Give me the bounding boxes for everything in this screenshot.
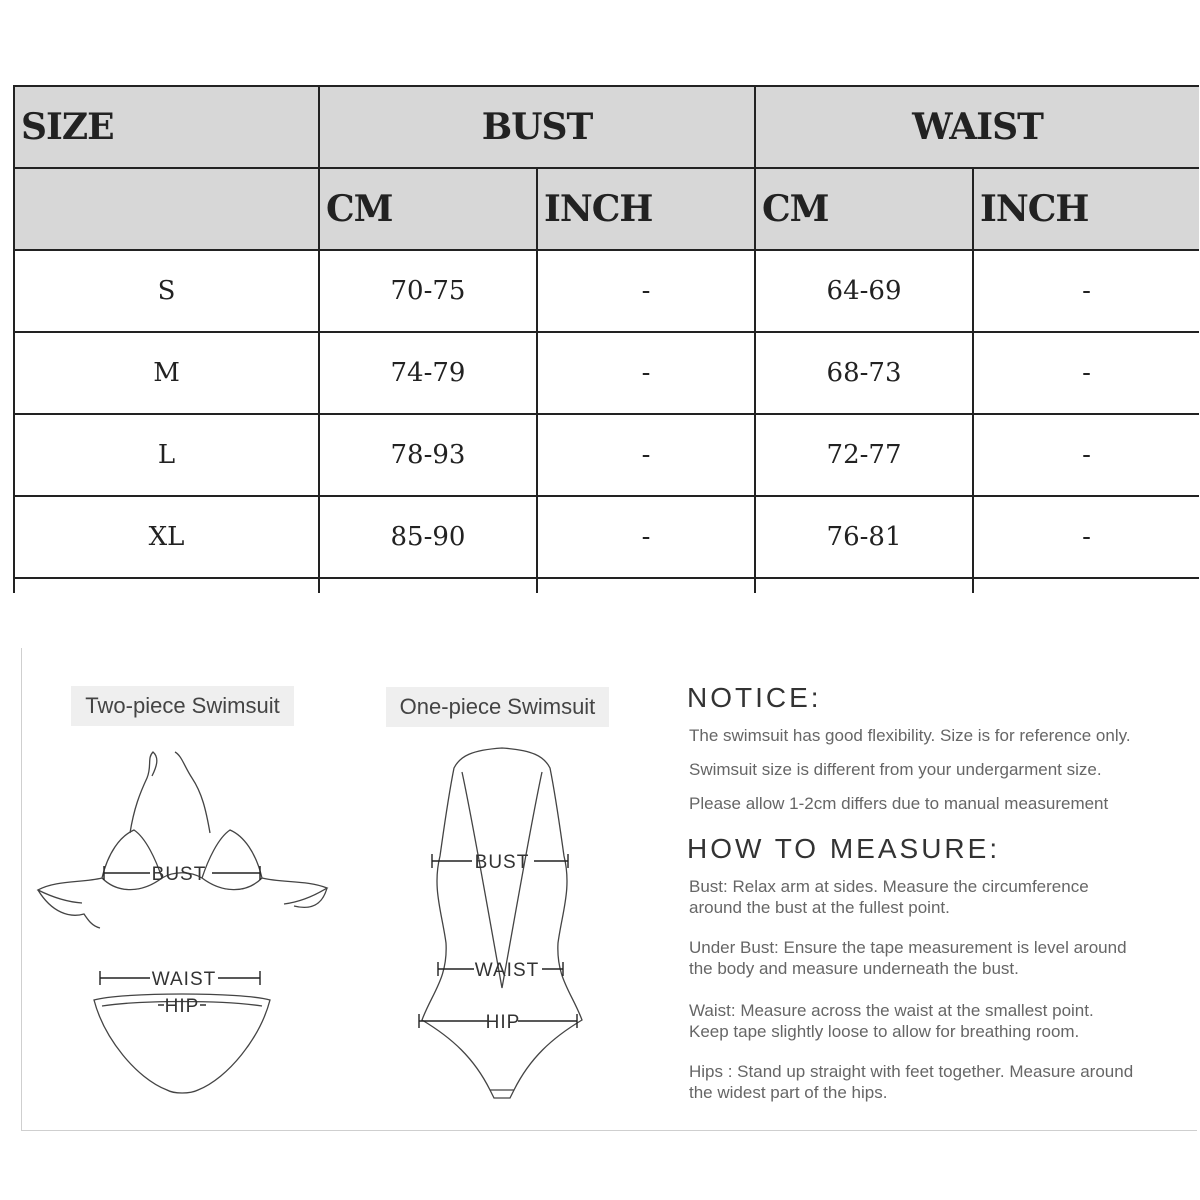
one-piece-hip-label: HIP: [485, 1012, 521, 1033]
waist-inch-cell: -: [973, 250, 1199, 332]
one-piece-title: One-piece Swimsuit: [386, 687, 609, 727]
bust-inch-cell: -: [537, 414, 755, 496]
bust-header: BUST: [319, 86, 755, 168]
two-piece-waist-label: WAIST: [151, 969, 217, 990]
bust-cm-cell: 70-75: [319, 250, 537, 332]
notice-line: The swimsuit has good flexibility. Size is for reference only.: [689, 726, 1131, 745]
table-row: [14, 332, 1199, 414]
how-to-measure-title: HOW TO MEASURE:: [687, 833, 1001, 864]
notice-line: Please allow 1-2cm differs due to manual measurement: [689, 794, 1109, 813]
two-piece-title: Two-piece Swimsuit: [71, 686, 294, 726]
size-chart-table: [13, 85, 1199, 595]
waist-cm-cell: 68-73: [755, 332, 973, 414]
waist-inch-cell: -: [973, 496, 1199, 578]
bust-cm-cell: 85-90: [319, 496, 537, 578]
bust-inch-header: INCH: [537, 168, 755, 250]
waist-cm-cell: 64-69: [755, 250, 973, 332]
two-piece-bust-label: BUST: [151, 864, 207, 885]
one-piece-bust-label: BUST: [474, 852, 530, 873]
table-row: [14, 496, 1199, 578]
hips-instruction: Hips : Stand up straight with feet together. Measure around the widest part of the hips.: [689, 1062, 1134, 1102]
bust-inch-cell: -: [537, 250, 755, 332]
bust-inch-cell: -: [537, 332, 755, 414]
waist-cm-cell: 76-81: [755, 496, 973, 578]
waist-inch-cell: -: [973, 332, 1199, 414]
table-header-row: [14, 86, 1199, 168]
table-subheader-row: [14, 168, 1199, 250]
size-cell: L: [14, 414, 319, 496]
bust-cm-header: CM: [319, 168, 537, 250]
notice-line: Swimsuit size is different from your undergarment size.: [689, 760, 1102, 779]
two-piece-swimsuit-illustration: [22, 738, 342, 1108]
bust-inch-cell: -: [537, 496, 755, 578]
size-header: SIZE: [14, 86, 319, 168]
one-piece-swimsuit-illustration: [402, 738, 602, 1108]
waist-inch-cell: -: [973, 414, 1199, 496]
notice-title: NOTICE:: [687, 682, 822, 713]
waist-inch-header: INCH: [973, 168, 1199, 250]
one-piece-waist-label: WAIST: [474, 960, 540, 981]
size-cell: S: [14, 250, 319, 332]
two-piece-hip-label: HIP: [164, 996, 200, 1017]
bust-cm-cell: 78-93: [319, 414, 537, 496]
waist-header: WAIST: [755, 86, 1199, 168]
waist-cm-header: CM: [755, 168, 973, 250]
bust-instruction: Bust: Relax arm at sides. Measure the circumference around the bust at the fullest point.: [689, 877, 1089, 917]
size-cell: M: [14, 332, 319, 414]
table-row: [14, 414, 1199, 496]
measurement-guide-panel: [21, 648, 1197, 1131]
table-row: [14, 250, 1199, 332]
waist-instruction: Waist: Measure across the waist at the smallest point. Keep tape slightly loose to allow for breathing room.: [689, 1001, 1094, 1041]
size-cell: XL: [14, 496, 319, 578]
under-bust-instruction: Under Bust: Ensure the tape measurement is level around the body and measure underneath the bust.: [689, 938, 1127, 978]
empty-header-cell: [14, 168, 319, 250]
waist-cm-cell: 72-77: [755, 414, 973, 496]
bust-cm-cell: 74-79: [319, 332, 537, 414]
